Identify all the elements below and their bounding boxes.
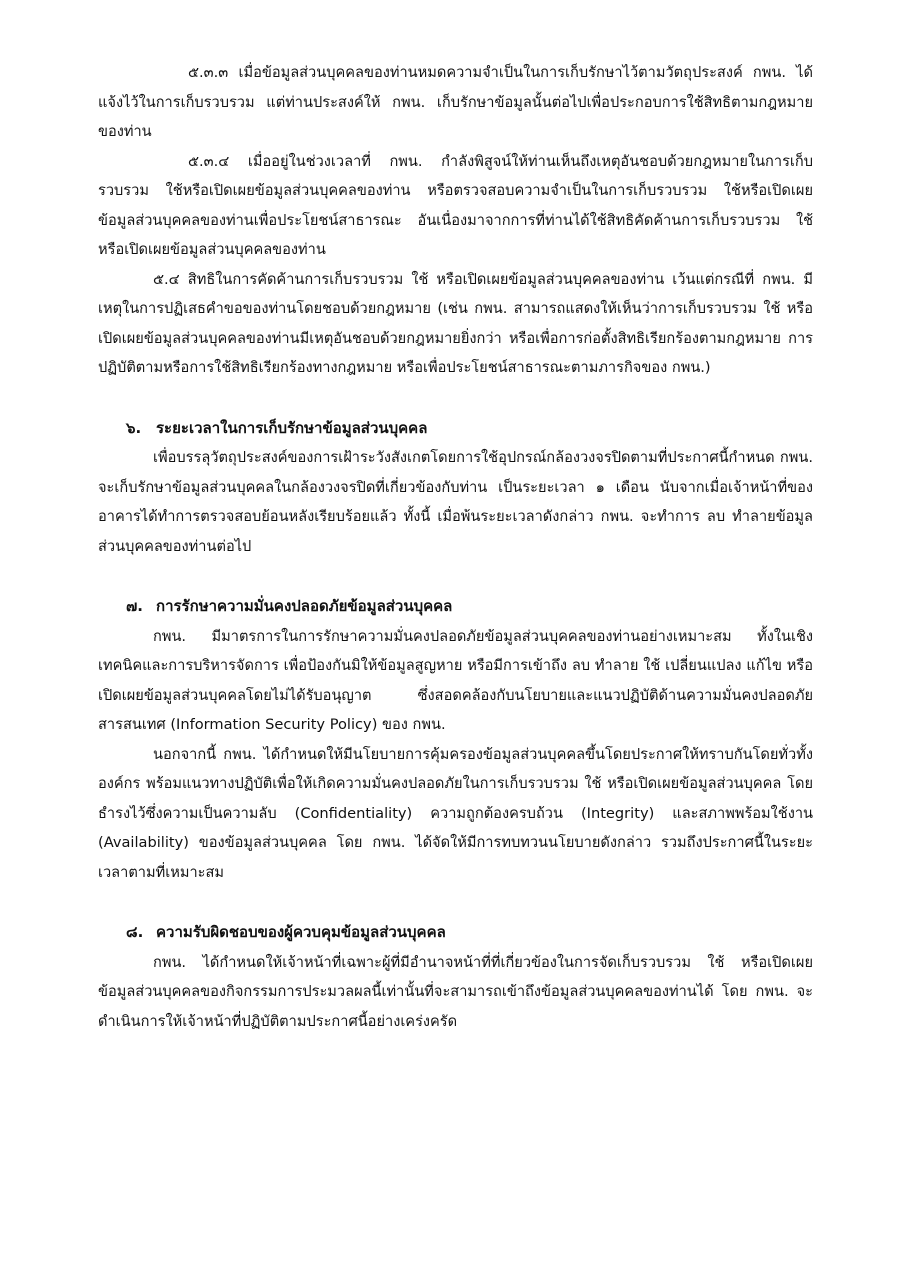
section-7-heading xyxy=(98,592,813,622)
section-7-number: ๗. xyxy=(126,597,143,615)
section-6-heading xyxy=(98,414,813,444)
clause-5-3-4: ๕.๓.๔ เมื่ออยู่ในช่วงเวลาที่ กพน. กำลังพิสูจน์ให้ท่านเห็นถึงเหตุอันชอบด้วยกฎหมายในการเก็บรวบรวม ใช้หรือเปิดเผยข้อมูลส่วนบุคคลของท่าน หรือตรวจสอบความจำเป็นในการเก็บรวบรวม ใช้หรือเปิดเผยข้อมูลส่วนบุคคลของท่านเพื่อประโยชน์สาธารณะ อันเนื่องมาจากการที่ท่านได้ใช้สิทธิคัดค้านการเก็บรวบรวม ใช้ หรือเปิดเผยข้อมูลส่วนบุคคลของท่าน xyxy=(98,152,813,258)
document-page xyxy=(98,58,813,1036)
clause-5-4: ๕.๔ สิทธิในการคัดค้านการเก็บรวบรวม ใช้ หรือเปิดเผยข้อมูลส่วนบุคคลของท่าน เว้นแต่กรณีที่ กพน. มีเหตุในการปฏิเสธคำขอของท่านโดยชอบด้วยกฎหมาย (เช่น กพน. สามารถแสดงให้เห็นว่าการเก็บรวบรวม ใช้ หรือเปิดเผยข้อมูลส่วนบุคคลของท่านมีเหตุอันชอบด้วยกฎหมายยิ่งกว่า หรือเพื่อการก่อตั้งสิทธิเรียกร้องตามกฎหมาย การปฏิบัติตามหรือการใช้สิทธิเรียกร้องทางกฎหมาย หรือเพื่อประโยชน์สาธารณะตามภารกิจของ กพน.) xyxy=(98,270,813,376)
section-6-paragraph: เพื่อบรรลุวัตถุประสงค์ของการเฝ้าระวังสังเกตโดยการใช้อุปกรณ์กล้องวงจรปิดตามที่ประกาศนี้กำหนด กพน. จะเก็บรักษาข้อมูลส่วนบุคคลในกล้องวงจรปิดที่เกี่ยวข้องกับท่าน เป็นระยะเวลา ๑ เดือน นับจากเมื่อเจ้าหน้าที่ของอาคารได้ทำการตรวจสอบย้อนหลังเรียบร้อยแล้ว ทั้งนี้ เมื่อพ้นระยะเวลาดังกล่าว กพน. จะทำการ ลบ ทำลายข้อมูลส่วนบุคคลของท่านต่อไป xyxy=(98,449,813,555)
section-8-paragraph: กพน. ได้กำหนดให้เจ้าหน้าที่เฉพาะผู้ที่มีอำนาจหน้าที่ที่เกี่ยวข้องในการจัดเก็บรวบรวม ใช้ หรือเปิดเผยข้อมูลส่วนบุคคลของกิจกรรมการประมวลผลนี้เท่านั้นที่จะสามารถเข้าถึงข้อมูลส่วนบุคคลของท่านได้ โดย กพน. จะดำเนินการให้เจ้าหน้าที่ปฏิบัติตามประกาศนี้อย่างเคร่งครัด xyxy=(98,953,813,1030)
section-8-title: ความรับผิดชอบของผู้ควบคุมข้อมูลส่วนบุคคล xyxy=(156,923,446,941)
clause-5-3-3: ๕.๓.๓ เมื่อข้อมูลส่วนบุคคลของท่านหมดความจำเป็นในการเก็บรักษาไว้ตามวัตถุประสงค์ กพน. ได้แจ้งไว้ในการเก็บรวบรวม แต่ท่านประสงค์ให้ กพน. เก็บรักษาข้อมูลนั้นต่อไปเพื่อประกอบการใช้สิทธิตามกฎหมายของท่าน xyxy=(98,64,813,140)
section-7-paragraph-1: กพน. มีมาตรการในการรักษาความมั่นคงปลอดภัยข้อมูลส่วนบุคคลของท่านอย่างเหมาะสม ทั้งในเชิงเทคนิคและการบริหารจัดการ เพื่อป้องกันมิให้ข้อมูลสูญหาย หรือมีการเข้าถึง ลบ ทำลาย ใช้ เปลี่ยนแปลง แก้ไข หรือเปิดเผยข้อมูลส่วนบุคคลโดยไม่ได้รับอนุญาต ซึ่งสอดคล้องกับนโยบายและแนวปฏิบัติด้านความมั่นคงปลอดภัยสารสนเทศ (Information Security Policy) ของ กพน. xyxy=(98,627,813,733)
section-8 xyxy=(98,918,813,1036)
section-6 xyxy=(98,414,813,562)
section-7 xyxy=(98,592,813,887)
section-8-heading xyxy=(98,918,813,948)
section-6-number: ๖. xyxy=(126,418,142,437)
section-8-number: ๘. xyxy=(126,923,144,941)
section-7-title: การรักษาความมั่นคงปลอดภัยข้อมูลส่วนบุคคล xyxy=(156,597,453,615)
section-7-paragraph-2: นอกจากนี้ กพน. ได้กำหนดให้มีนโยบายการคุ้มครองข้อมูลส่วนบุคคลขึ้นโดยประกาศให้ทราบกันโดยทั่วทั้งองค์กร พร้อมแนวทางปฏิบัติเพื่อให้เกิดความมั่นคงปลอดภัยในการเก็บรวบรวม ใช้ หรือเปิดเผยข้อมูลส่วนบุคคล โดยธำรงไว้ซึ่งความเป็นความลับ (Confidentiality) ความถูกต้องครบถ้วน (Integrity) และสภาพพร้อมใช้งาน (Availability) ของข้อมูลส่วนบุคคล โดย กพน. ได้จัดให้มีการทบทวนนโยบายดังกล่าว รวมถึงประกาศนี้ในระยะเวลาตามที่เหมาะสม xyxy=(98,745,813,881)
section-6-title: ระยะเวลาในการเก็บรักษาข้อมูลส่วนบุคคล xyxy=(156,418,428,437)
